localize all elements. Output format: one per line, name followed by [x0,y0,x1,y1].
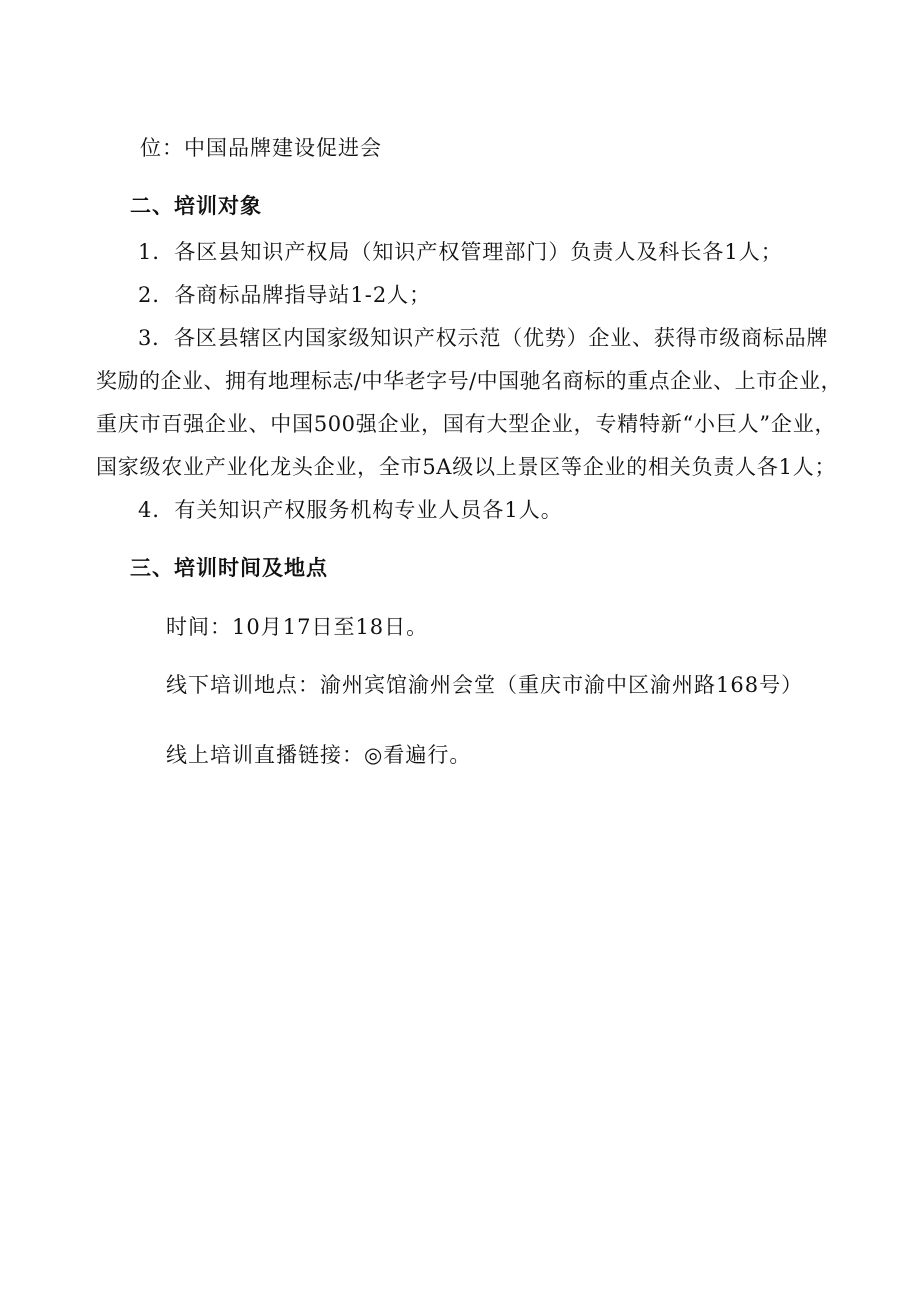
offline-training-location: 线下培训地点：渝州宾馆渝州会堂（重庆市渝中区渝州路168号） [166,673,804,697]
training-time: 时间：10月17日至18日。 [166,615,429,639]
organizer-unit-line: 位：中国品牌建设促进会 [140,136,382,160]
list-item-target-2: 2．各商标品牌指导站1-2人； [138,283,432,307]
section-heading-time-and-location: 三、培训时间及地点 [130,556,328,580]
section-heading-training-targets: 二、培训对象 [130,194,262,218]
list-item-target-1: 1．各区县知识产权局（知识产权管理部门）负责人及科长各1人； [138,240,783,264]
list-item-target-3-line-2: 奖励的企业、拥有地理标志/中华老字号/中国驰名商标的重点企业、上市企业， [96,369,843,393]
list-item-target-3-line-3: 重庆市百强企业、中国500强企业，国有大型企业，专精特新“小巨人”企业， [96,412,836,436]
list-item-target-3-line-4: 国家级农业产业化龙头企业，全市5A级以上景区等企业的相关负责人各1人； [96,455,836,479]
online-livestream-link: 线上培训直播链接：◎看遍行。 [166,743,472,767]
list-item-target-4: 4．有关知识产权服务机构专业人员各1人。 [138,498,563,522]
list-item-target-3-line-1: 3．各区县辖区内国家级知识产权示范（优势）企业、获得市级商标品牌 [138,326,828,350]
